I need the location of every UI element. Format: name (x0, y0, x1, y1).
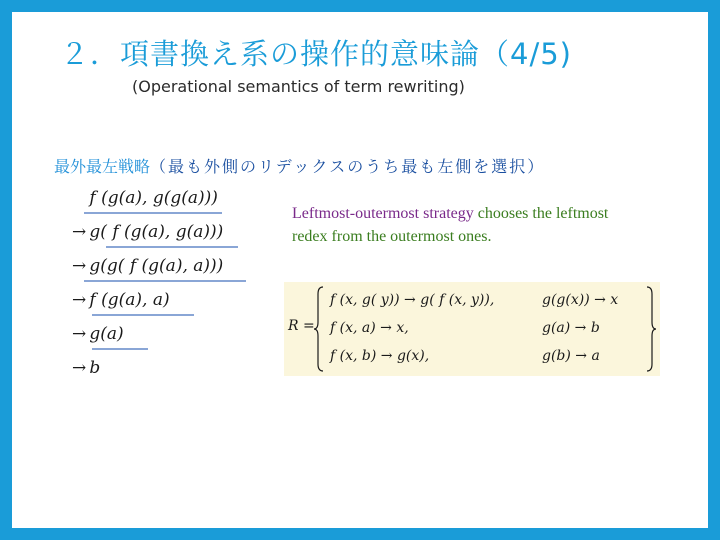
rule: f (x, a) → x, (330, 320, 409, 336)
slide-subtitle: (Operational semantics of term rewriting) (132, 77, 465, 96)
heading-rest: （最も外側のリデックスのうち最も左側を選択） (150, 157, 546, 176)
rewrite-step (72, 222, 223, 256)
step-arrow: → (72, 358, 87, 378)
description-line2: redex from the outermost ones. (292, 228, 492, 245)
step-arrow: → (72, 324, 87, 344)
step-term: f (g(a), g(g(a))) (89, 188, 218, 208)
redex-underline (92, 348, 148, 350)
step-term: g(a) (89, 324, 124, 344)
step-term: f (g(a), a) (89, 290, 170, 310)
rule: g(b) → a (542, 348, 600, 364)
step-term: g(g( f (g(a), a))) (89, 256, 224, 276)
rewrite-step (72, 188, 223, 222)
step-arrow: → (72, 256, 87, 276)
rewrite-steps (72, 188, 223, 392)
rewrite-step (72, 358, 223, 392)
redex-underline (84, 280, 246, 282)
strategy-description (292, 202, 608, 248)
rewrite-step (72, 324, 223, 358)
heading-highlight: 最外最左戦略 (54, 157, 151, 176)
step-term: b (89, 358, 101, 378)
rule: g(g(x)) → x (542, 292, 619, 308)
description-line1: chooses the leftmost (473, 205, 609, 222)
slide-title: ２．項書換え系の操作的意味論（4/5) (60, 37, 572, 71)
section-heading (54, 154, 545, 177)
strategy-name: Leftmost-outermost strategy (292, 205, 474, 222)
step-arrow: → (72, 222, 87, 242)
redex-underline (92, 314, 194, 316)
rewrite-rules-box (284, 282, 660, 376)
step-term: g( f (g(a), g(a))) (89, 222, 224, 242)
rules-name: R = (288, 318, 315, 334)
rule: g(a) → b (542, 320, 600, 336)
rewrite-step (72, 256, 223, 290)
step-arrow: → (72, 290, 87, 310)
rule: f (x, g( y)) → g( f (x, y)), (330, 292, 495, 308)
left-brace (314, 286, 324, 372)
rewrite-step (72, 290, 223, 324)
rule: f (x, b) → g(x), (330, 348, 430, 364)
slide (12, 12, 708, 528)
redex-underline (84, 212, 222, 214)
redex-underline (106, 246, 238, 248)
right-brace (646, 286, 656, 372)
